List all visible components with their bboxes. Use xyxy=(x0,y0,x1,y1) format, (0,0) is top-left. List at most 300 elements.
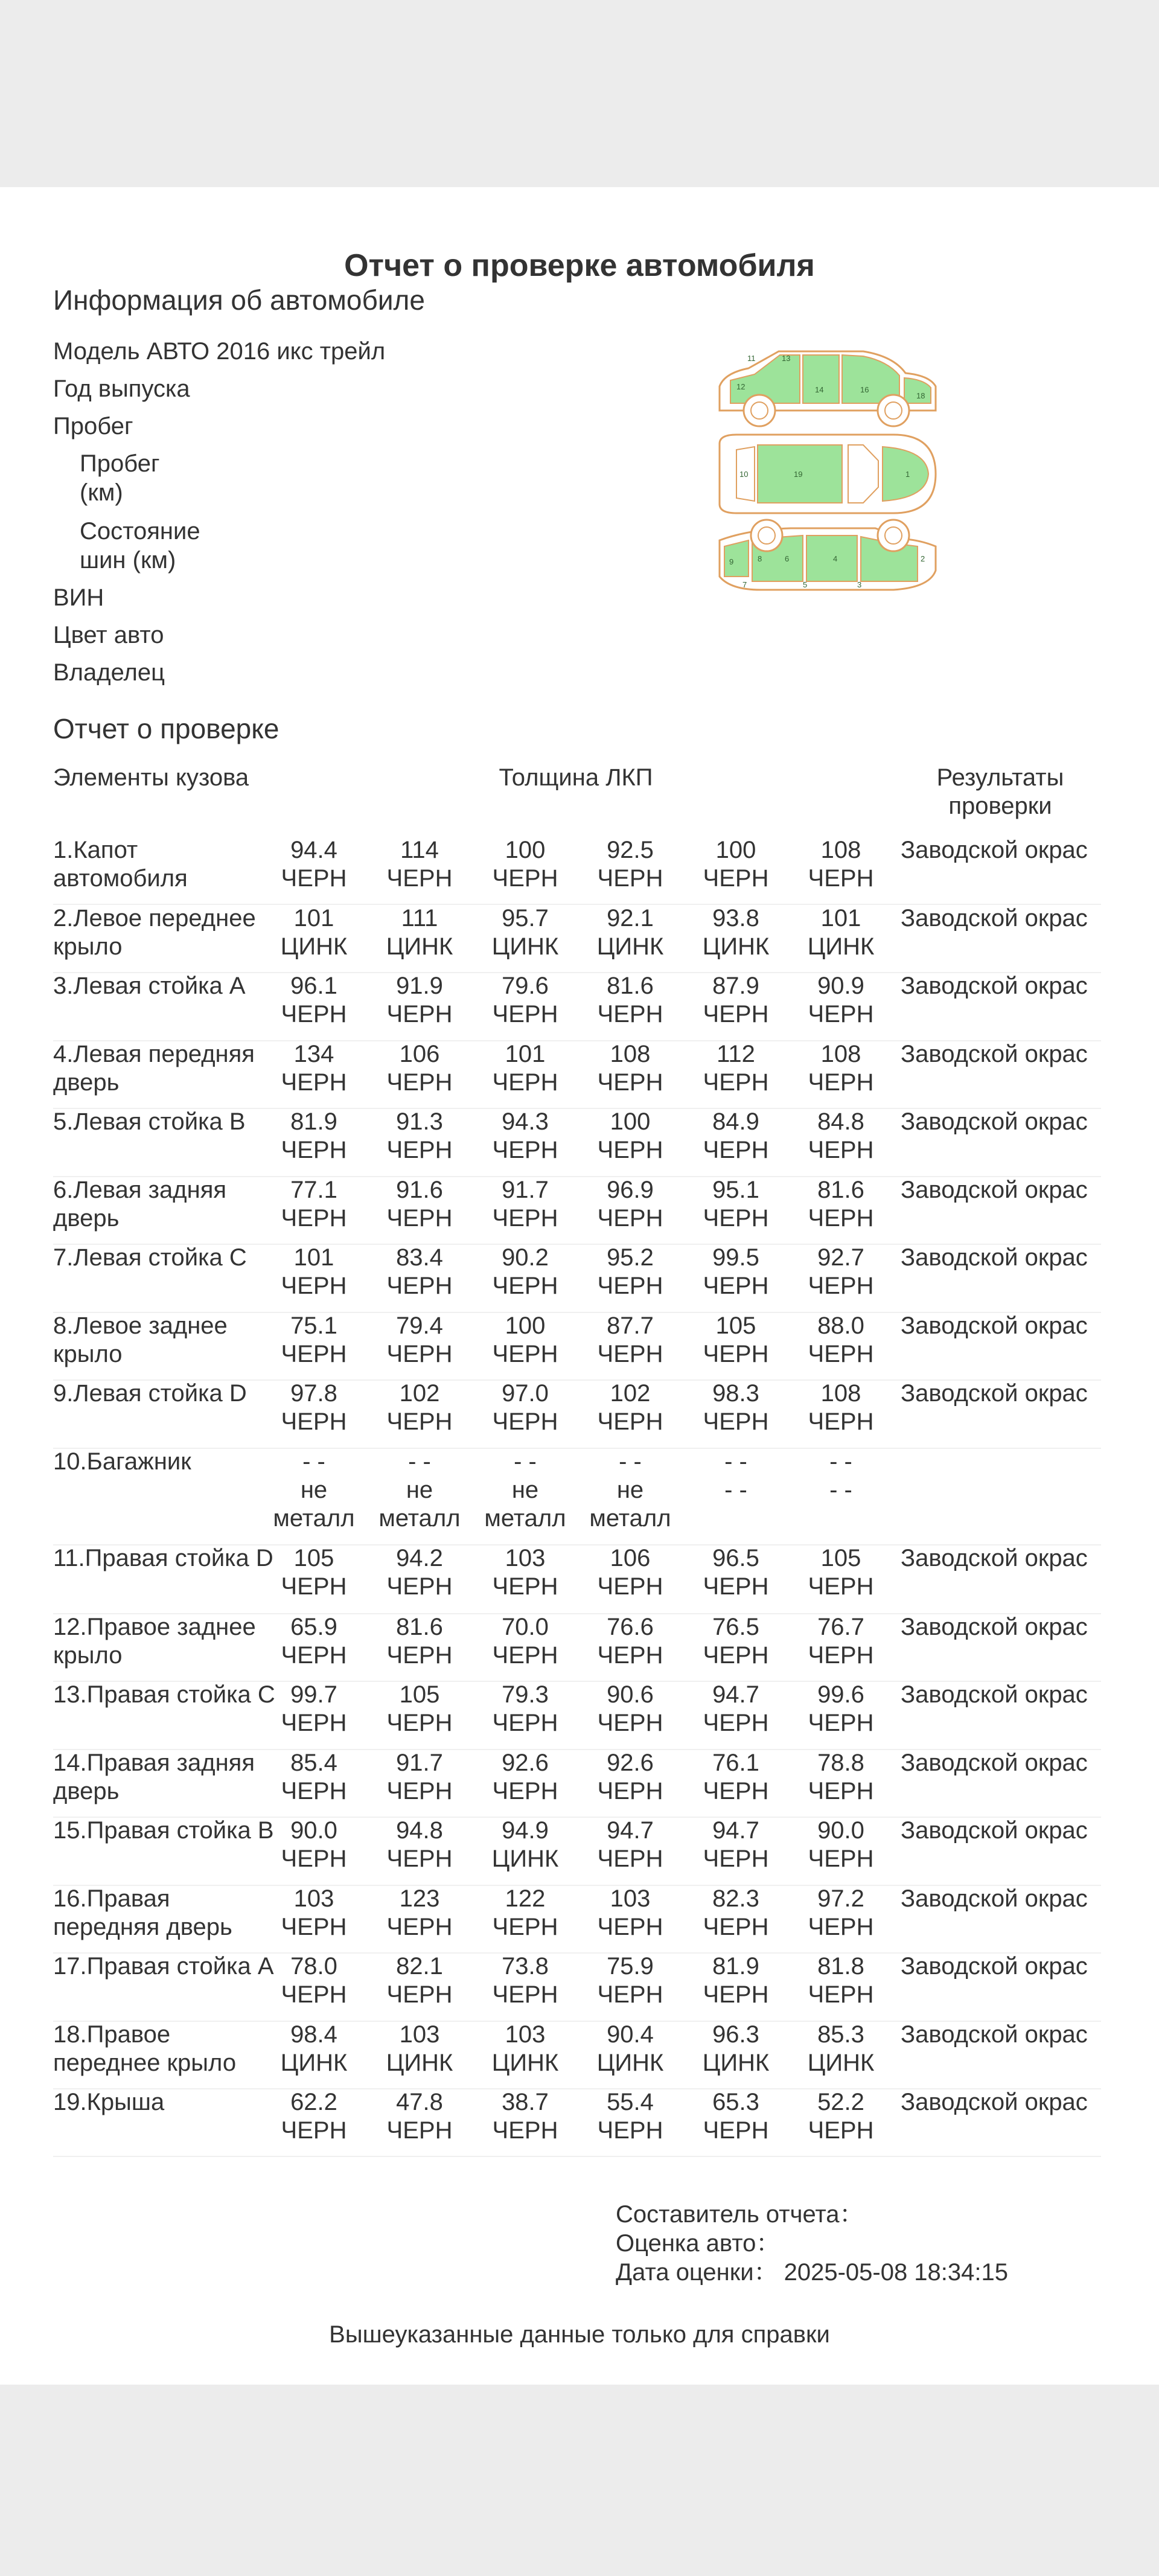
thickness-cell xyxy=(685,1749,787,1806)
thickness-value: - - xyxy=(408,1448,431,1475)
thickness-cell xyxy=(263,1108,365,1165)
date-line xyxy=(616,2258,1008,2287)
thickness-cell xyxy=(580,1817,681,1873)
thickness-cell xyxy=(685,1244,787,1300)
coating-type: ЧЕРН xyxy=(281,1001,347,1028)
coating-type: ЧЕРН xyxy=(597,2117,663,2144)
thickness-cell xyxy=(790,1885,892,1942)
thickness-value: 114 xyxy=(400,837,439,863)
coating-type: ЧЕРН xyxy=(703,1205,769,1232)
coating-type: ЧЕРН xyxy=(703,1069,769,1096)
coating-type: ЧЕРН xyxy=(808,1408,874,1435)
coating-type: ЦИНК xyxy=(386,2050,453,2076)
thickness-cell xyxy=(474,1176,576,1233)
coating-type: ЧЕРН xyxy=(808,1205,874,1232)
thickness-value: 81.9 xyxy=(290,1108,337,1135)
thickness-cell xyxy=(474,972,576,1029)
part-name: 9.Левая стойка D xyxy=(53,1380,247,1407)
car-side-view-right xyxy=(720,351,936,426)
rating-label: Оценка авто： xyxy=(616,2230,781,2257)
thickness-cell xyxy=(369,1244,470,1300)
thickness-cell xyxy=(790,1681,892,1737)
diagram-label: 5 xyxy=(803,580,808,589)
coating-type: ЧЕРН xyxy=(808,1137,874,1163)
coating-type: ЧЕРН xyxy=(386,1001,453,1028)
thickness-cell xyxy=(263,1613,365,1670)
thickness-value: 92.1 xyxy=(607,905,654,932)
coating-type: ЦИНК xyxy=(386,933,453,960)
thickness-value: 55.4 xyxy=(607,2089,654,2115)
thickness-value: 100 xyxy=(505,1312,546,1339)
thickness-cell xyxy=(369,836,470,893)
coating-type: ЧЕРН xyxy=(386,1981,453,2008)
color-label: Цвет авто xyxy=(53,622,164,648)
coating-type: ЧЕРН xyxy=(281,1846,347,1872)
coating-type: ЧЕРН xyxy=(492,1642,558,1669)
thickness-cell xyxy=(263,1176,365,1233)
coating-type: ЧЕРН xyxy=(703,1273,769,1299)
thickness-cell xyxy=(369,1379,470,1436)
thickness-value: 97.0 xyxy=(502,1380,549,1407)
thickness-value: 65.3 xyxy=(712,2089,759,2115)
part-name: 2.Левое переднее крыло xyxy=(53,905,256,960)
thickness-cell xyxy=(685,1952,787,2009)
thickness-value: 98.3 xyxy=(712,1380,759,1407)
coating-type: ЧЕРН xyxy=(808,1069,874,1096)
thickness-value: 100 xyxy=(610,1108,651,1135)
table-row xyxy=(53,1244,1101,1313)
table-row xyxy=(53,904,1101,973)
coating-type: ЧЕРН xyxy=(281,1573,347,1600)
thickness-value: 94.3 xyxy=(502,1108,549,1135)
coating-type: ЧЕРН xyxy=(492,1710,558,1736)
thickness-cell xyxy=(263,1749,365,1806)
thickness-value: 96.9 xyxy=(607,1177,654,1203)
thickness-value: 92.6 xyxy=(607,1750,654,1776)
coating-type: ЧЕРН xyxy=(281,1341,347,1367)
thickness-value: 95.1 xyxy=(712,1177,759,1203)
thickness-cell xyxy=(369,1176,470,1233)
compiler-label: Составитель отчета： xyxy=(616,2201,864,2228)
coating-type: ЧЕРН xyxy=(597,1642,663,1669)
coating-type: ЧЕРН xyxy=(386,1710,453,1736)
part-name: 5.Левая стойка B xyxy=(53,1108,246,1135)
thickness-cell xyxy=(580,1312,681,1369)
tire-condition-label: Состояние шин (км) xyxy=(80,518,200,574)
thickness-cell xyxy=(263,1040,365,1097)
diagram-label: 4 xyxy=(833,554,838,563)
thickness-cell xyxy=(369,1681,470,1737)
thickness-value: 76.6 xyxy=(607,1614,654,1640)
thickness-value: 78.0 xyxy=(290,1953,337,1980)
thickness-cell xyxy=(685,1885,787,1942)
diagram-label: 3 xyxy=(857,580,862,589)
thickness-value: 91.3 xyxy=(396,1108,443,1135)
table-row xyxy=(53,1952,1101,2022)
thickness-cell xyxy=(474,1613,576,1670)
table-row xyxy=(53,972,1101,1041)
thickness-value: 106 xyxy=(399,1041,440,1067)
thickness-value: 94.9 xyxy=(502,1817,549,1844)
thickness-cell xyxy=(580,1176,681,1233)
thickness-cell xyxy=(369,1448,470,1533)
thickness-cell xyxy=(474,1681,576,1737)
coating-type: не металл xyxy=(484,1477,566,1532)
thickness-value: 90.6 xyxy=(607,1681,654,1708)
diagram-label: 1 xyxy=(905,470,910,479)
diagram-label: 8 xyxy=(758,554,762,563)
coating-type: ЧЕРН xyxy=(808,1273,874,1299)
thickness-cell xyxy=(790,1244,892,1300)
thickness-cell xyxy=(790,1544,892,1601)
part-name: 6.Левая задняя дверь xyxy=(53,1177,227,1232)
car-outline-icon xyxy=(712,344,942,604)
thickness-cell xyxy=(790,1749,892,1806)
part-name: 14.Правая задняя дверь xyxy=(53,1750,255,1804)
thickness-cell xyxy=(790,1040,892,1097)
inspection-result: Заводской окрас xyxy=(901,837,1088,863)
thickness-cell xyxy=(474,904,576,961)
inspection-title: Отчет о проверке xyxy=(53,713,279,744)
table-row xyxy=(53,1681,1101,1750)
coating-type: ЧЕРН xyxy=(386,2117,453,2144)
thickness-value: 92.6 xyxy=(502,1750,549,1776)
coating-type: ЦИНК xyxy=(280,2050,348,2076)
part-name: 11.Правая стойка D xyxy=(53,1545,273,1571)
thickness-value: 108 xyxy=(820,1380,861,1407)
thickness-value: - - xyxy=(302,1448,325,1475)
thickness-cell xyxy=(685,1040,787,1097)
diagram-label: 12 xyxy=(736,382,746,391)
inspection-result: Заводской окрас xyxy=(901,1041,1088,1067)
coating-type: ЧЕРН xyxy=(492,1205,558,1232)
thickness-cell xyxy=(369,1040,470,1097)
coating-type: ЧЕРН xyxy=(281,1914,347,1940)
thickness-cell xyxy=(685,1176,787,1233)
coating-type: не металл xyxy=(589,1477,671,1532)
thickness-value: 91.9 xyxy=(396,973,443,999)
coating-type: ЧЕРН xyxy=(386,1778,453,1804)
thickness-cell xyxy=(685,1613,787,1670)
thickness-value: 103 xyxy=(610,1885,651,1912)
thickness-value: 85.3 xyxy=(817,2021,864,2048)
thickness-cell xyxy=(474,1108,576,1165)
report-page xyxy=(0,187,1159,2385)
thickness-cell xyxy=(580,1379,681,1436)
coating-type: ЦИНК xyxy=(280,933,348,960)
coating-type: ЧЕРН xyxy=(492,2117,558,2144)
coating-type: ЧЕРН xyxy=(492,1778,558,1804)
coating-type: ЧЕРН xyxy=(808,1846,874,1872)
thickness-value: 111 xyxy=(401,905,438,932)
thickness-value: 90.9 xyxy=(817,973,864,999)
thickness-cell xyxy=(580,1244,681,1300)
thickness-value: 94.8 xyxy=(396,1817,443,1844)
coating-type: ЧЕРН xyxy=(386,1914,453,1940)
table-row xyxy=(53,1613,1101,1682)
thickness-cell xyxy=(790,2021,892,2077)
coating-type: ЦИНК xyxy=(491,1846,559,1872)
thickness-value: 90.2 xyxy=(502,1244,549,1271)
table-row xyxy=(53,1817,1101,1886)
diagram-label: 6 xyxy=(785,554,790,563)
coating-type: - - xyxy=(829,1477,852,1503)
thickness-cell xyxy=(790,904,892,961)
thickness-cell xyxy=(790,1952,892,2009)
thickness-value: 97.8 xyxy=(290,1380,337,1407)
coating-type: ЧЕРН xyxy=(597,1778,663,1804)
thickness-cell xyxy=(580,1544,681,1601)
year-label: Год выпуска xyxy=(53,376,190,402)
thickness-value: 76.7 xyxy=(817,1614,864,1640)
thickness-value: - - xyxy=(514,1448,537,1475)
coating-type: ЦИНК xyxy=(807,933,875,960)
thickness-value: 103 xyxy=(505,1545,546,1571)
thickness-cell xyxy=(580,1448,681,1533)
coating-type: ЧЕРН xyxy=(703,1341,769,1367)
inspection-result: Заводской окрас xyxy=(901,1817,1088,1844)
coating-type: ЧЕРН xyxy=(703,1137,769,1163)
thickness-cell xyxy=(580,904,681,961)
car-info-title: Информация об автомобиле xyxy=(53,284,425,316)
thickness-cell xyxy=(263,1952,365,2009)
coating-type: ЧЕРН xyxy=(281,1205,347,1232)
thickness-value: 108 xyxy=(820,1041,861,1067)
thickness-value: 97.2 xyxy=(817,1885,864,1912)
thickness-cell xyxy=(369,1544,470,1601)
thickness-value: - - xyxy=(724,1448,747,1475)
thickness-value: 96.3 xyxy=(712,2021,759,2048)
thickness-value: 102 xyxy=(610,1380,651,1407)
thickness-cell xyxy=(369,1749,470,1806)
thickness-cell xyxy=(369,1312,470,1369)
coating-type: ЦИНК xyxy=(596,2050,664,2076)
coating-type: ЧЕРН xyxy=(808,1341,874,1367)
inspection-result: Заводской окрас xyxy=(901,1614,1088,1640)
coating-type: ЧЕРН xyxy=(703,865,769,892)
thickness-value: 70.0 xyxy=(502,1614,549,1640)
part-name: 15.Правая стойка B xyxy=(53,1817,274,1844)
coating-type: ЧЕРН xyxy=(281,1710,347,1736)
thickness-value: 105 xyxy=(293,1545,334,1571)
table-row xyxy=(53,1544,1101,1614)
coating-type: ЧЕРН xyxy=(597,1341,663,1367)
table-row xyxy=(53,2088,1101,2157)
thickness-value: 91.7 xyxy=(502,1177,549,1203)
thickness-cell xyxy=(580,1749,681,1806)
thickness-value: 91.7 xyxy=(396,1750,443,1776)
thickness-cell xyxy=(580,2088,681,2145)
inspection-result: Заводской окрас xyxy=(901,1953,1088,1980)
thickness-value: 81.6 xyxy=(607,973,654,999)
thickness-value: 85.4 xyxy=(290,1750,337,1776)
part-name: 19.Крыша xyxy=(53,2089,165,2115)
thickness-value: 108 xyxy=(820,837,861,863)
thickness-cell xyxy=(369,1952,470,2009)
part-name: 12.Правое заднее крыло xyxy=(53,1614,256,1669)
inspection-result: Заводской окрас xyxy=(901,1545,1088,1571)
part-name: 16.Правая передняя дверь xyxy=(53,1885,232,1940)
thickness-value: 82.1 xyxy=(396,1953,443,1980)
inspection-result: Заводской окрас xyxy=(901,1108,1088,1135)
thickness-cell xyxy=(580,1040,681,1097)
thickness-cell xyxy=(263,904,365,961)
thickness-value: 81.6 xyxy=(396,1614,443,1640)
thickness-cell xyxy=(474,1749,576,1806)
coating-type: ЧЕРН xyxy=(808,1001,874,1028)
coating-type: ЧЕРН xyxy=(597,1573,663,1600)
table-row xyxy=(53,1379,1101,1449)
thickness-value: 93.8 xyxy=(712,905,759,932)
inspection-result: Заводской окрас xyxy=(901,2089,1088,2115)
thickness-value: 73.8 xyxy=(502,1953,549,1980)
thickness-cell xyxy=(685,2088,787,2145)
coating-type: ЧЕРН xyxy=(703,1642,769,1669)
thickness-cell xyxy=(685,1544,787,1601)
thickness-value: 105 xyxy=(820,1545,861,1571)
thickness-value: 99.7 xyxy=(290,1681,337,1708)
thickness-value: 112 xyxy=(717,1041,755,1067)
thickness-value: 52.2 xyxy=(817,2089,864,2115)
coating-type: ЧЕРН xyxy=(808,2117,874,2144)
coating-type: ЦИНК xyxy=(596,933,664,960)
col-header-parts: Элементы кузова xyxy=(53,764,249,791)
coating-type: ЧЕРН xyxy=(386,1341,453,1367)
coating-type: ЧЕРН xyxy=(703,1846,769,1872)
coating-type: ЧЕРН xyxy=(386,1573,453,1600)
part-name: 10.Багажник xyxy=(53,1448,191,1475)
thickness-cell xyxy=(790,1108,892,1165)
inspection-result: Заводской окрас xyxy=(901,905,1088,932)
thickness-value: 90.4 xyxy=(607,2021,654,2048)
thickness-cell xyxy=(263,972,365,1029)
thickness-value: 99.5 xyxy=(712,1244,759,1271)
thickness-value: 105 xyxy=(715,1312,756,1339)
thickness-cell xyxy=(580,836,681,893)
inspection-result: Заводской окрас xyxy=(901,1177,1088,1203)
diagram-label: 7 xyxy=(742,580,747,589)
thickness-cell xyxy=(580,1108,681,1165)
coating-type: ЧЕРН xyxy=(492,1408,558,1435)
coating-type: ЧЕРН xyxy=(386,1069,453,1096)
thickness-value: 94.4 xyxy=(290,837,337,863)
thickness-cell xyxy=(685,1448,787,1504)
thickness-cell xyxy=(580,2021,681,2077)
diagram-label: 16 xyxy=(860,385,869,394)
inspection-result: Заводской окрас xyxy=(901,1312,1088,1339)
thickness-value: 101 xyxy=(293,1244,334,1271)
coating-type: ЧЕРН xyxy=(703,2117,769,2144)
coating-type: ЧЕРН xyxy=(597,1981,663,2008)
thickness-value: 94.2 xyxy=(396,1545,443,1571)
thickness-value: - - xyxy=(829,1448,852,1475)
thickness-cell xyxy=(580,972,681,1029)
diagram-label: 14 xyxy=(815,385,824,394)
thickness-value: 78.8 xyxy=(817,1750,864,1776)
coating-type: ЧЕРН xyxy=(386,1205,453,1232)
table-row xyxy=(53,1749,1101,1818)
thickness-value: 76.1 xyxy=(712,1750,759,1776)
thickness-cell xyxy=(790,836,892,893)
thickness-value: 75.9 xyxy=(607,1953,654,1980)
part-name: 17.Правая стойка A xyxy=(53,1953,274,1980)
col-header-results: Результаты проверки xyxy=(936,764,1064,819)
thickness-cell xyxy=(263,1681,365,1737)
thickness-cell xyxy=(369,1613,470,1670)
thickness-cell xyxy=(790,2088,892,2145)
coating-type: ЧЕРН xyxy=(597,1273,663,1299)
thickness-value: 103 xyxy=(399,2021,440,2048)
thickness-cell xyxy=(685,1817,787,1873)
thickness-cell xyxy=(474,1379,576,1436)
thickness-value: 134 xyxy=(293,1041,334,1067)
coating-type: ЧЕРН xyxy=(281,1137,347,1163)
thickness-cell xyxy=(263,2088,365,2145)
coating-type: ЧЕРН xyxy=(492,1137,558,1163)
coating-type: ЧЕРН xyxy=(597,1137,663,1163)
coating-type: ЧЕРН xyxy=(492,1914,558,1940)
thickness-value: 84.9 xyxy=(712,1108,759,1135)
thickness-cell xyxy=(790,1817,892,1873)
coating-type: не металл xyxy=(273,1477,355,1532)
thickness-cell xyxy=(474,1544,576,1601)
thickness-cell xyxy=(369,904,470,961)
thickness-value: 79.6 xyxy=(502,973,549,999)
coating-type: ЧЕРН xyxy=(281,2117,347,2144)
part-name: 4.Левая передняя дверь xyxy=(53,1041,255,1096)
thickness-cell xyxy=(790,1448,892,1504)
thickness-value: 76.5 xyxy=(712,1614,759,1640)
coating-type: ЧЕРН xyxy=(808,1642,874,1669)
thickness-value: 103 xyxy=(505,2021,546,2048)
thickness-cell xyxy=(685,2021,787,2077)
thickness-value: 81.9 xyxy=(712,1953,759,1980)
coating-type: ЧЕРН xyxy=(703,1981,769,2008)
inspection-result: Заводской окрас xyxy=(901,973,1088,999)
inspection-result: Заводской окрас xyxy=(901,1750,1088,1776)
thickness-value: 82.3 xyxy=(712,1885,759,1912)
coating-type: ЧЕРН xyxy=(281,1778,347,1804)
coating-type: ЦИНК xyxy=(807,2050,875,2076)
thickness-cell xyxy=(263,1817,365,1873)
coating-type: ЧЕРН xyxy=(808,1914,874,1940)
thickness-value: - - xyxy=(619,1448,642,1475)
coating-type: ЧЕРН xyxy=(597,1914,663,1940)
thickness-value: 90.0 xyxy=(817,1817,864,1844)
disclaimer: Вышеуказанные данные только для справки xyxy=(329,2321,830,2348)
thickness-cell xyxy=(263,1244,365,1300)
thickness-cell xyxy=(474,836,576,893)
thickness-value: 106 xyxy=(610,1545,651,1571)
coating-type: ЧЕРН xyxy=(597,1069,663,1096)
coating-type: ЧЕРН xyxy=(597,1408,663,1435)
coating-type: ЧЕРН xyxy=(492,1001,558,1028)
thickness-value: 102 xyxy=(399,1380,440,1407)
inspection-result: Заводской окрас xyxy=(901,1681,1088,1708)
coating-type: ЦИНК xyxy=(491,2050,559,2076)
coating-type: ЧЕРН xyxy=(597,1846,663,1872)
coating-type: ЧЕРН xyxy=(281,1069,347,1096)
thickness-cell xyxy=(474,2021,576,2077)
thickness-cell xyxy=(685,1379,787,1436)
coating-type: ЧЕРН xyxy=(281,865,347,892)
thickness-cell xyxy=(685,904,787,961)
owner-label: Владелец xyxy=(53,659,165,686)
coating-type: ЧЕРН xyxy=(281,1273,347,1299)
table-row xyxy=(53,1448,1101,1545)
coating-type: ЧЕРН xyxy=(808,1778,874,1804)
thickness-cell xyxy=(474,1040,576,1097)
